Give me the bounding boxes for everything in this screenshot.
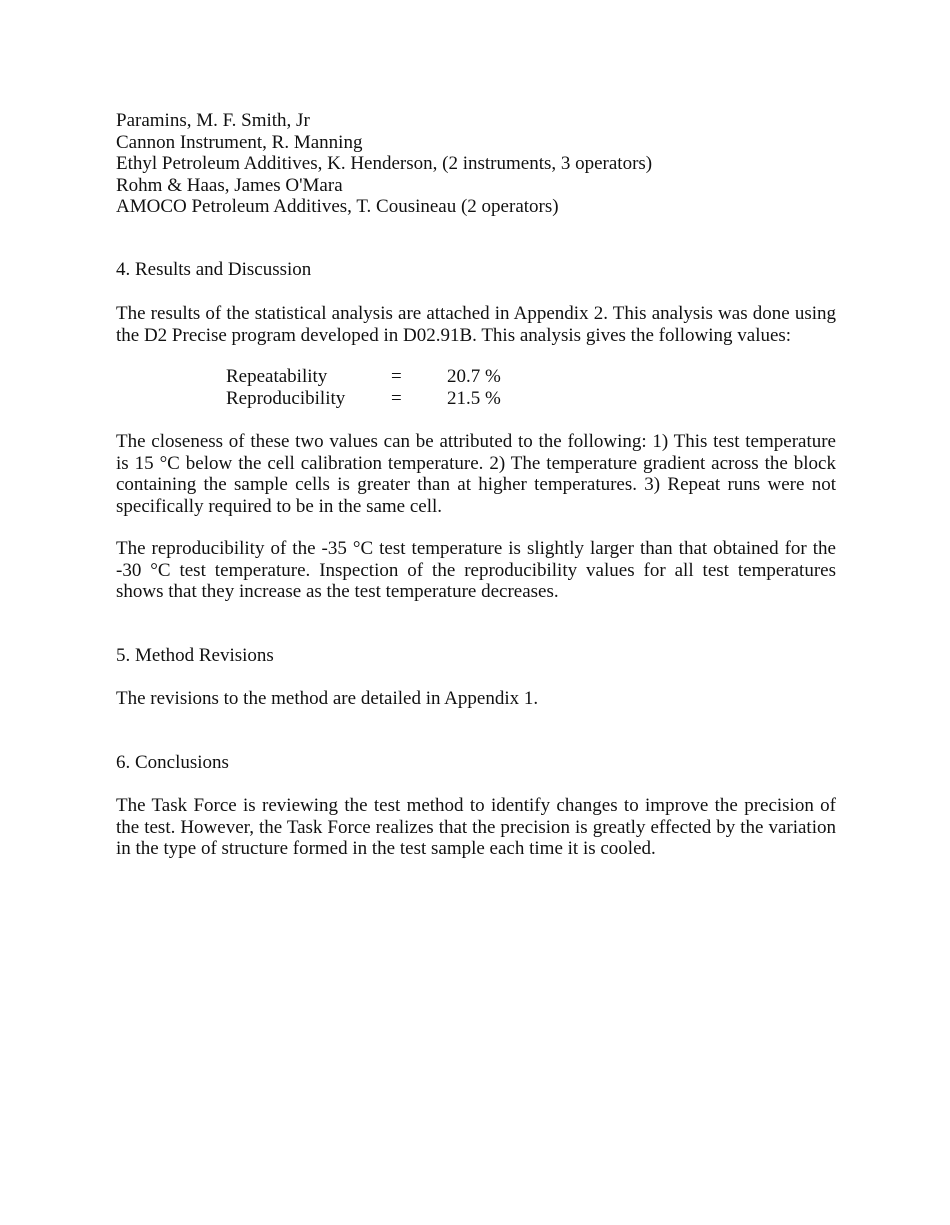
participant-list xyxy=(116,110,836,218)
table-row xyxy=(226,388,527,410)
section-4-paragraph-1: The results of the statistical analysis are attached in Appendix 2. This analysis was done using the D2 Precise program developed in D02.91B. This analysis gives the following values: xyxy=(116,303,836,346)
section-4-paragraph-2: The closeness of these two values can be attributed to the following: 1) This test temperature is 15 °C below the cell calibration temperature. 2) The temperature gradient across the block containing the sample cells is greater than at higher temperatures. 3) Repeat runs were not specifically required to be in the same cell. xyxy=(116,431,836,517)
reproducibility-value: 21.5 % xyxy=(447,387,501,409)
table-row xyxy=(226,366,527,388)
section-4-heading: 4. Results and Discussion xyxy=(116,259,312,280)
participant-line: Rohm & Haas, James O'Mara xyxy=(116,174,343,196)
reproducibility-label: Reproducibility xyxy=(226,387,346,409)
repeatability-label: Repeatability xyxy=(226,366,328,387)
participant-line: Cannon Instrument, R. Manning xyxy=(116,131,363,153)
section-4-paragraph-3: The reproducibility of the -35 °C test temperature is slightly larger than that obtained for the -30 °C test temperature. Inspection of the reproducibility values for all test temperatures shows that they increase as the test temperature decreases. xyxy=(116,538,836,602)
participant-line: Paramins, M. F. Smith, Jr xyxy=(116,110,310,131)
section-5-paragraph-1: The revisions to the method are detailed in Appendix 1. xyxy=(116,688,539,709)
participant-line: Ethyl Petroleum Additives, K. Henderson, (2 instruments, 3 operators) xyxy=(116,153,653,174)
participant-line: AMOCO Petroleum Additives, T. Cousineau (2 operators) xyxy=(116,196,559,217)
equals-sign: = xyxy=(391,387,402,409)
section-6-paragraph-1: The Task Force is reviewing the test method to identify changes to improve the precision of the test. However, the Task Force realizes that the precision is greatly effected by the variation in the type of structure formed in the test sample each time it is cooled. xyxy=(116,795,836,859)
section-6-heading: 6. Conclusions xyxy=(116,752,229,773)
precision-values-table xyxy=(226,366,527,409)
repeatability-value: 20.7 % xyxy=(447,366,501,387)
section-5-heading: 5. Method Revisions xyxy=(116,645,274,666)
equals-sign: = xyxy=(391,366,402,387)
